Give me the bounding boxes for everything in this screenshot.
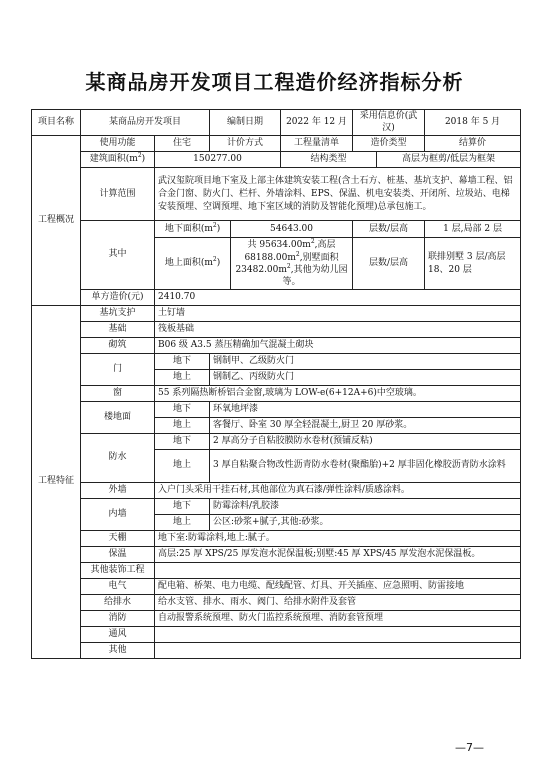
table-row <box>32 110 521 136</box>
fire-value: 自动报警系统预埋、防火门监控系统预埋、消防套管预埋 <box>155 610 521 626</box>
ceiling-label: 天棚 <box>81 530 155 546</box>
pricing-method-label: 计价方式 <box>210 136 281 152</box>
interior-above-value: 公区:砂浆+腻子,其他:砂浆。 <box>210 514 521 530</box>
ceiling-value: 地下室:防霉涂料,地上:腻子。 <box>155 530 521 546</box>
table-row <box>32 321 521 337</box>
price-info: 2018 年 5 月 <box>425 110 521 136</box>
table-row <box>32 498 521 514</box>
project-name: 某商品房开发项目 <box>81 110 210 136</box>
ventilation-value <box>155 626 521 642</box>
other-decor-value <box>155 562 521 578</box>
table-row <box>32 610 521 626</box>
pricing-method-value: 工程量清单 <box>281 136 353 152</box>
exterior-wall-value: 入户门头采用干挂石材,其他部位为真石漆/弹性涂料/质感涂料。 <box>155 482 521 498</box>
floor-label: 楼地面 <box>81 401 155 433</box>
foundation-pit-value: 土钉墙 <box>155 305 521 321</box>
price-info-label: 采用信息价(武汉) <box>353 110 425 136</box>
unit-cost-label: 单方造价(元) <box>81 289 155 305</box>
function-label: 使用功能 <box>81 136 155 152</box>
other-value <box>155 642 521 658</box>
door-below-label: 地下 <box>155 353 210 369</box>
interior-above-label: 地上 <box>155 514 210 530</box>
unit-cost-value: 2410.70 <box>155 289 521 305</box>
foundation-pit-label: 基坑支护 <box>81 305 155 321</box>
foundation-value: 筏板基础 <box>155 321 521 337</box>
scope-label: 计算范围 <box>81 168 155 221</box>
table-row <box>32 289 521 305</box>
electrical-label: 电气 <box>81 578 155 594</box>
table-row <box>32 530 521 546</box>
above-area-label: 地上面积$(m^2)$ <box>155 238 231 290</box>
exterior-wall-label: 外墙 <box>81 482 155 498</box>
table-row <box>32 546 521 562</box>
foundation-label: 基础 <box>81 321 155 337</box>
table-row <box>32 482 521 498</box>
window-value: 55 系列隔热断桥铝合金窗,玻璃为 LOW-e(6+12A+6)中空玻璃。 <box>155 385 521 401</box>
window-label: 窗 <box>81 385 155 401</box>
door-below-value: 钢制甲、乙级防火门 <box>210 353 521 369</box>
function-value: 住宅 <box>155 136 210 152</box>
fire-label: 消防 <box>81 610 155 626</box>
table-row <box>32 642 521 658</box>
among-label: 其中 <box>81 221 155 290</box>
ventilation-label: 通风 <box>81 626 155 642</box>
underground-area-label: 地下面积$(m^2)$ <box>155 221 231 238</box>
masonry-value: B06 级 A3.5 蒸压精确加气混凝土砌块 <box>155 337 521 353</box>
interior-below-label: 地下 <box>155 498 210 514</box>
waterproof-above-value: 3 厚自粘聚合物改性沥青防水卷材(聚酯胎)+2 厚非固化橡胶沥青防水涂料 <box>210 449 521 482</box>
floor-below-label: 地下 <box>155 401 210 417</box>
floor-above-value: 客餐厅、卧室 30 厚全轻混凝土,厨卫 20 厚砂浆。 <box>210 417 521 433</box>
overview-section-label: 工程概况 <box>32 136 81 306</box>
compile-date-label: 编制日期 <box>210 110 281 136</box>
waterproof-below-label: 地下 <box>155 433 210 449</box>
door-above-value: 钢制乙、丙级防火门 <box>210 369 521 385</box>
above-floors-value: 联排别墅 3 层/高层 18、20 层 <box>425 238 521 290</box>
features-section-label: 工程特征 <box>32 305 81 658</box>
waterproof-above-label: 地上 <box>155 449 210 482</box>
underground-floors-label: 层数/层高 <box>353 221 425 238</box>
table-row <box>32 401 521 417</box>
other-label: 其他 <box>81 642 155 658</box>
insulation-label: 保温 <box>81 546 155 562</box>
table-row <box>32 168 521 221</box>
building-area-label: 建筑面积$(m^2)$ <box>81 152 155 168</box>
table-row <box>32 305 521 321</box>
insulation-value: 高层:25 厚 XPS/25 厚发泡水泥保温板;别墅:45 厚 XPS/45 厚发泡水泥保温板。 <box>155 546 521 562</box>
page-number: —7— <box>455 741 484 754</box>
table-row <box>32 337 521 353</box>
structure-type-label: 结构类型 <box>281 152 377 168</box>
waterproof-label: 防水 <box>81 433 155 482</box>
structure-type-value: 高层为框剪/低层为框架 <box>377 152 521 168</box>
interior-wall-label: 内墙 <box>81 498 155 530</box>
table-row <box>32 433 521 449</box>
plumbing-value: 给水支管、排水、雨水、阀门、给排水附件及套管 <box>155 594 521 610</box>
table-row <box>32 562 521 578</box>
floor-above-label: 地上 <box>155 417 210 433</box>
interior-below-value: 防霉涂料/乳胶漆 <box>210 498 521 514</box>
table-row <box>32 152 521 168</box>
electrical-value: 配电箱、桥架、电力电缆、配线配管、灯具、开关插座、应急照明、防雷接地 <box>155 578 521 594</box>
scope-value: 武汉玺院项目地下室及上部主体建筑安装工程(含土石方、桩基、基坑支护、幕墙工程、铝合金门窗、防火门、栏杆、外墙涂料、EPS、保温、机电安装类、开闭所、垃圾站、电梯安装预埋、空调预埋、地下室区域的消防及智能化预埋)总承包施工。 <box>155 168 521 221</box>
plumbing-label: 给排水 <box>81 594 155 610</box>
cost-type-label: 造价类型 <box>353 136 425 152</box>
cost-index-table <box>31 109 521 659</box>
table-row <box>32 353 521 369</box>
table-row <box>32 221 521 238</box>
underground-area-value: 54643.00 <box>231 221 353 238</box>
table-row <box>32 594 521 610</box>
compile-date: 2022 年 12 月 <box>281 110 353 136</box>
table-row <box>32 578 521 594</box>
masonry-label: 砌筑 <box>81 337 155 353</box>
table-row <box>32 626 521 642</box>
underground-floors-value: 1 层,局部 2 层 <box>425 221 521 238</box>
project-name-label: 项目名称 <box>32 110 81 136</box>
page-title: 某商品房开发项目工程造价经济指标分析 <box>85 70 464 94</box>
waterproof-below-value: 2 厚高分子自粘胶膜防水卷材(预铺反粘) <box>210 433 521 449</box>
building-area-value: 150277.00 <box>155 152 281 168</box>
door-above-label: 地上 <box>155 369 210 385</box>
above-floors-label: 层数/层高 <box>353 238 425 290</box>
above-area-value: 共 $95634.00m^2$,高层 $68188.00m^2$,别墅面积 $23482.00m^2$,其他为幼儿园等。 <box>231 238 353 290</box>
cost-type-value: 结算价 <box>425 136 521 152</box>
door-label: 门 <box>81 353 155 385</box>
other-decor-label: 其他装饰工程 <box>81 562 155 578</box>
table-row <box>32 385 521 401</box>
floor-below-value: 环氧地坪漆 <box>210 401 521 417</box>
table-row <box>32 136 521 152</box>
